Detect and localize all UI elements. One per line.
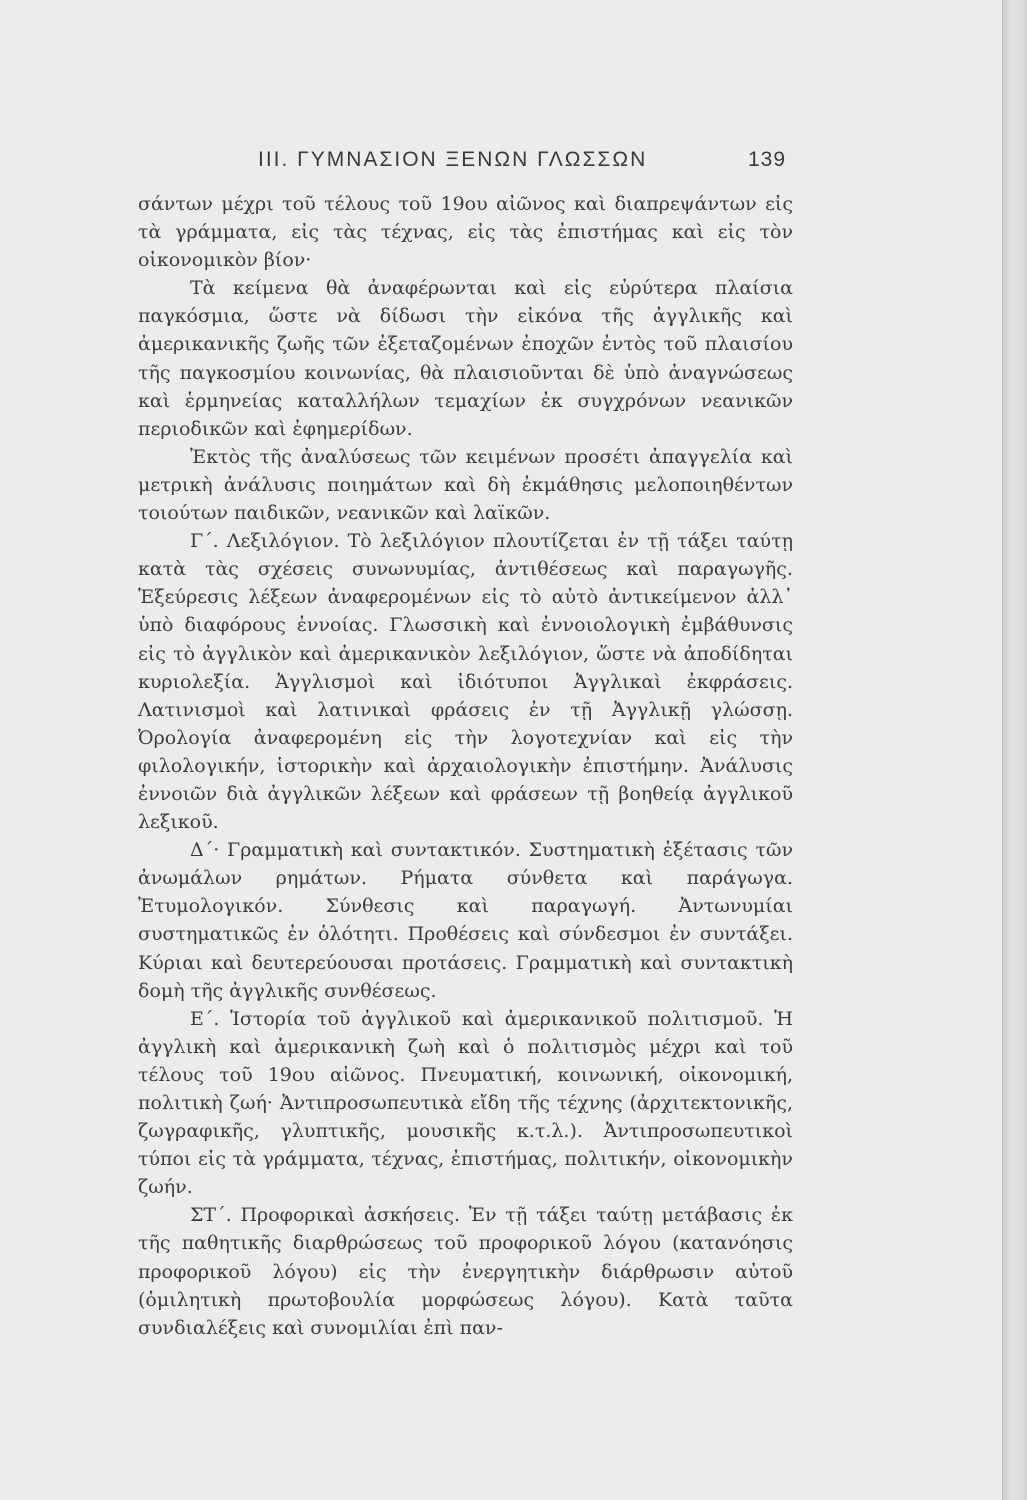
paragraph-civilization: Ε΄. Ἱστορία τοῦ ἀγγλικοῦ καὶ ἀμερικανικοῦ πολιτισμοῦ. Ἡ ἀγγλικὴ καὶ ἀμερικανικὴ ζωὴ καὶ ὁ πολιτισμὸς μέχρι καὶ τοῦ τέλους τοῦ 19ου αἰῶνος. Πνευματική, κοινωνική, οἰκονομική, πολιτικὴ ζωή· Ἀντιπροσωπευτικὰ εἴδη τῆς τέχνης (ἀρχιτεκτονικῆς, ζωγραφικῆς, γλυπτικῆς, μουσικῆς κ.τ.λ.). Ἀντιπροσωπευτικοὶ τύποι εἰς τὰ γράμματα, τέχνας, ἐπιστήμας, πολιτικήν, οἰκονομικὴν ζωήν. <box>138 1007 793 1199</box>
running-title: III. ΓΥΜΝΑΣΙΟΝ ΞΕΝΩΝ ΓΛΩΣΣΩΝ <box>258 148 648 171</box>
page-number: 139 <box>748 148 787 171</box>
paragraph-vocabulary: Γ΄. Λεξιλόγιον. Τὸ λεξιλόγιον πλουτίζεται ἐν τῇ τάξει ταύτῃ κατὰ τὰς σχέσεις συνωνυμίας, ἀντιθέσεως καὶ παραγωγῆς. Ἐξεύρεσις λέξεων ἀναφερομένων εἰς τὸ αὐτὸ ἀντικείμενον ἀλλ᾽ ὑπὸ διαφόρους ἐννοίας. Γλωσσικὴ καὶ ἐννοιολογικὴ ἐμβάθυνσις εἰς τὸ ἀγγλικὸν καὶ ἀμερικανικὸν λεξιλόγιον, ὥστε νὰ ἀποδίδηται κυριολεξία. Ἀγγλισμοὶ καὶ ἰδιότυποι Ἀγγλικαὶ ἐκφράσεις. Λατινισμοὶ καὶ λατινικαὶ φράσεις ἐν τῇ Ἀγγλικῇ γλώσσῃ. Ὀρολογία ἀναφερομένη εἰς τὴν λογοτεχνίαν καὶ εἰς τὴν φιλολογικήν, ἱστορικὴν καὶ ἀρχαιολογικὴν ἐπιστήμην. Ἀνάλυσις ἐννοιῶν διὰ ἀγγλικῶν λέξεων καὶ φράσεων τῇ βοηθείᾳ ἀγγλικοῦ λεξικοῦ. <box>138 530 793 834</box>
paragraph-analysis: Ἐκτὸς τῆς ἀναλύσεως τῶν κειμένων προσέτι ἀπαγγελία καὶ μετρικὴ ἀνάλυσις ποιημάτων καὶ δὴ ἐκμάθησις μελοποιηθέντων τοιούτων παιδικῶν, νεανικῶν καὶ λαϊκῶν. <box>138 445 793 525</box>
paragraph-texts: Τὰ κείμενα θὰ ἀναφέρωνται καὶ εἰς εὐρύτερα πλαίσια παγκόσμια, ὥστε νὰ δίδωσι τὴν εἰκόνα τῆς ἀγγλικῆς καὶ ἀμερικανικῆς ζωῆς τῶν ἐξεταζομένων ἐποχῶν ἐντὸς τοῦ πλαισίου τῆς παγκοσμίου κοινωνίας, θὰ πλαισιοῦνται δὲ ὑπὸ ἀναγνώσεως καὶ ἑρμηνείας καταλλήλων τεμαχίων ἐκ συγχρόνων νεανικῶν περιοδικῶν καὶ ἐφημερίδων. <box>138 277 793 440</box>
body-text <box>138 190 793 1342</box>
paragraph-oral-exercises: ΣΤ΄. Προφορικαὶ ἀσκήσεις. Ἐν τῇ τάξει ταύτῃ μετάβασις ἐκ τῆς παθητικῆς διαρθρώσεως τοῦ προφορικοῦ λόγου (κατανόησις προφορικοῦ λόγου) εἰς τὴν ἐνεργητικὴν διάρθρωσιν αὐτοῦ (ὁμιλητικὴ πρωτοβουλία μορφώσεως λόγου). Κατὰ ταῦτα συνδιαλέξεις καὶ συνομιλίαι ἐπὶ παν- <box>138 1204 793 1339</box>
paragraph-grammar: Δ΄· Γραμματικὴ καὶ συντακτικόν. Συστηματικὴ ἐξέτασις τῶν ἀνωμάλων ρημάτων. Ρήματα σύνθετα καὶ παράγωγα. Ἐτυμολογικόν. Σύνθεσις καὶ παραγωγή. Ἀντωνυμίαι συστηματικῶς ἐν ὁλότητι. Προθέσεις καὶ σύνδεσμοι ἐν συντάξει. Κύριαι καὶ δευτερεύουσαι προτάσεις. Γραμματικὴ καὶ συντακτικὴ δομὴ τῆς ἀγγλικῆς συνθέσεως. <box>138 839 793 1002</box>
paragraph-continuation: σάντων μέχρι τοῦ τέλους τοῦ 19ου αἰῶνος καὶ διαπρεψάντων εἰς τὰ γράμματα, εἰς τὰς τέχνας, εἰς τὰς ἐπιστήμας καὶ εἰς τὸν οἰκονομικὸν βίον· <box>138 193 793 272</box>
page-header <box>0 148 1003 178</box>
page-edge <box>1002 0 1027 1500</box>
